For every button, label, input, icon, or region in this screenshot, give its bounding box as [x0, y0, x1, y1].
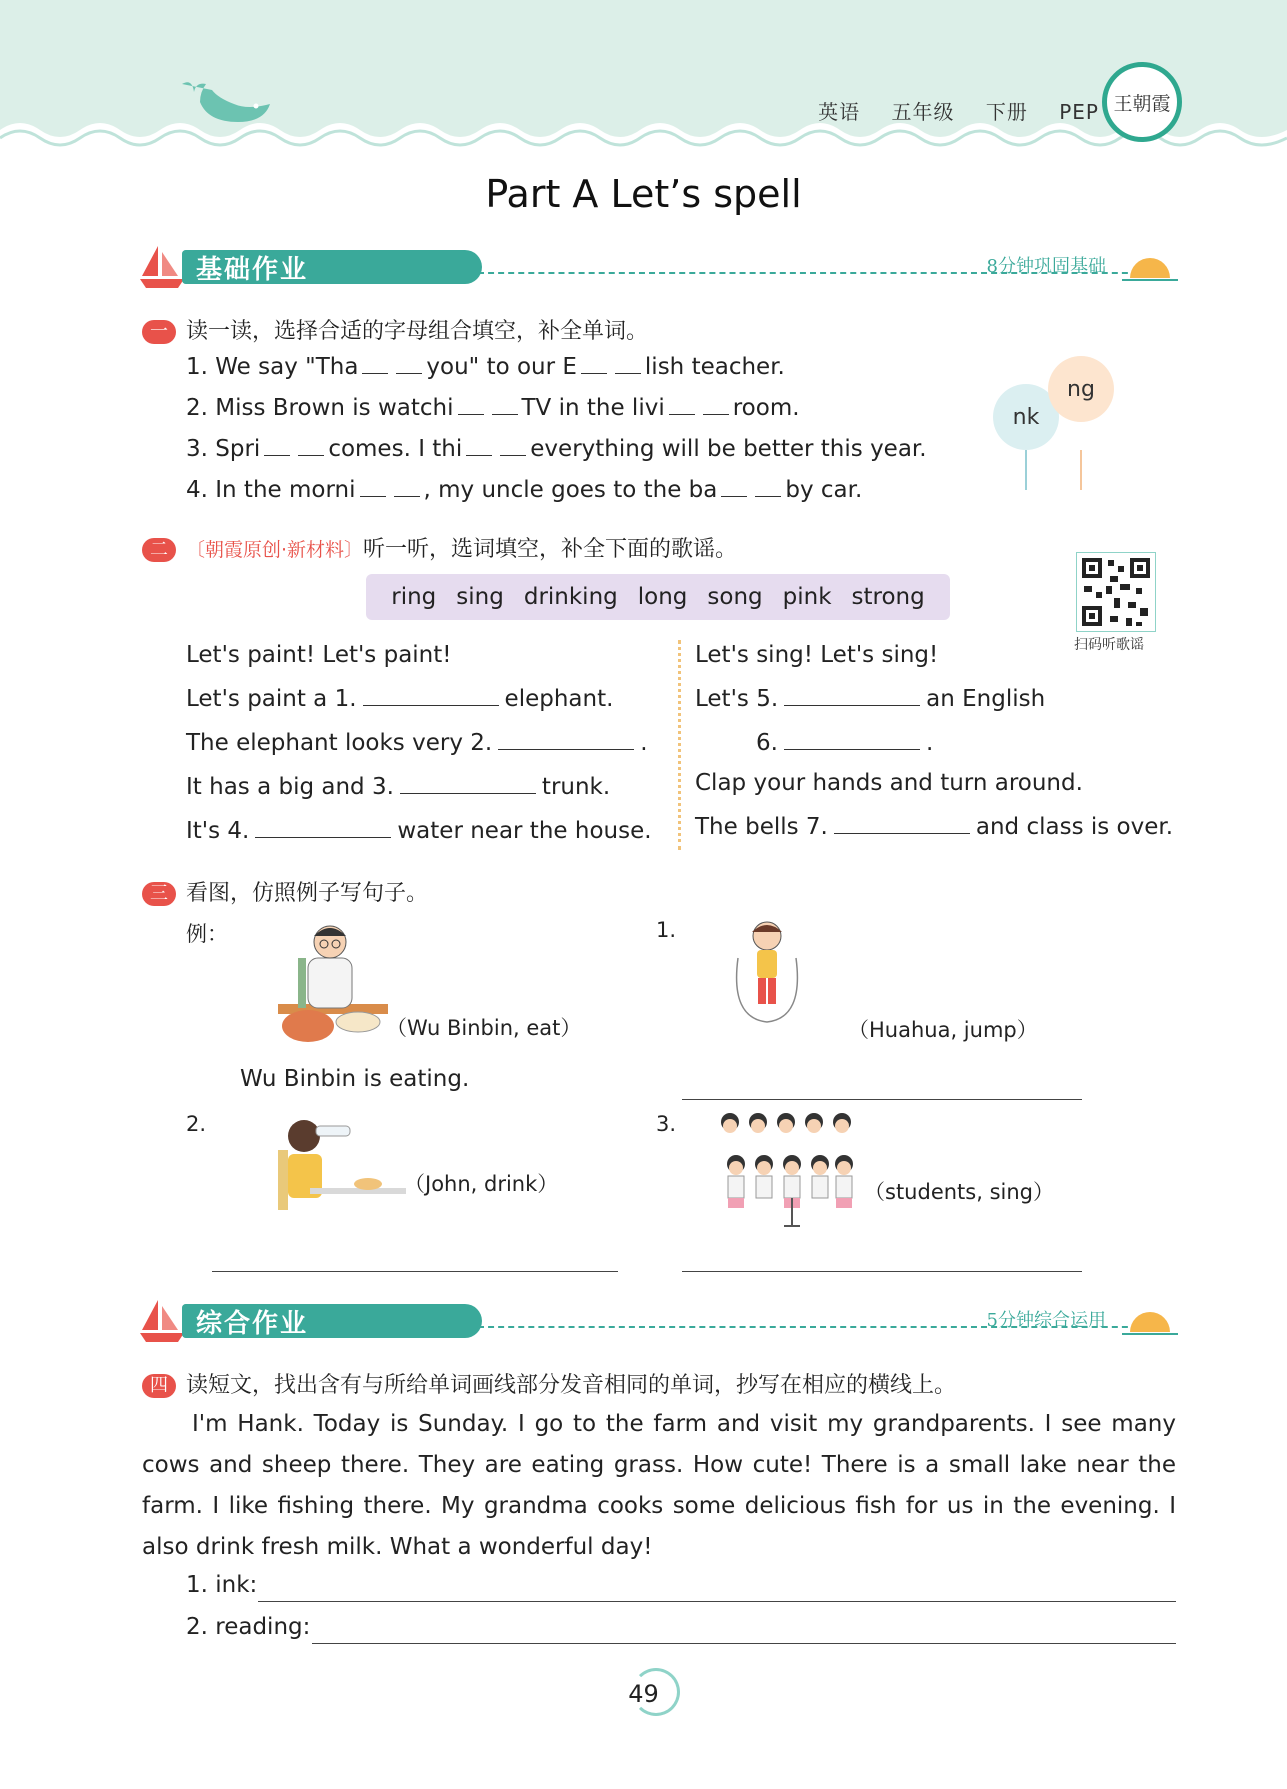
blank-number: 4.: [227, 818, 250, 844]
song-blank[interactable]: [400, 775, 536, 794]
song-divider: [678, 640, 681, 850]
answer-line-3[interactable]: [682, 1270, 1082, 1272]
song-text: Let's paint a: [186, 686, 328, 712]
item-number: 1.: [186, 354, 208, 380]
q3-item-3-number: 3.: [656, 1112, 677, 1136]
students-singing-illustration: [716, 1108, 856, 1230]
blank-number: 2.: [470, 730, 493, 756]
q1-item-1: [186, 354, 785, 380]
q1-heading: [142, 314, 648, 345]
page-title: Part A Let’s spell: [485, 172, 802, 216]
song-left-line-5: [186, 818, 652, 844]
section-basic-bar: [138, 244, 1178, 294]
song-blank[interactable]: [834, 815, 970, 834]
song-text: Let's: [695, 686, 749, 712]
qr-caption: 扫码听歌谣: [1074, 637, 1144, 653]
sailboat-icon: [138, 1298, 186, 1344]
q2-badge: 二: [142, 538, 176, 562]
q3-item-2-number: 2.: [186, 1112, 207, 1136]
fill-blank[interactable]: [492, 414, 518, 415]
fill-blank[interactable]: [396, 373, 422, 374]
item-text: you" to our E: [426, 354, 577, 380]
whale-icon: [178, 76, 274, 132]
song-text: It has a big and: [186, 774, 365, 800]
fill-blank[interactable]: [669, 414, 695, 415]
word-bank-item: strong: [851, 584, 925, 610]
girl-jumping-illustration: [730, 918, 804, 1030]
brand-logo: [1102, 62, 1182, 142]
word-bank-item: pink: [782, 584, 832, 610]
item-text: TV in the livi: [521, 395, 665, 421]
item-text: We say "Tha: [215, 354, 359, 380]
q2-heading: [142, 532, 737, 563]
q4-instruction: 读短文，找出含有与所给单词画线部分发音相同的单词，抄写在相应的横线上。: [186, 1373, 957, 1398]
item-text: room.: [732, 395, 800, 421]
blank-number: 6.: [756, 730, 778, 756]
fill-blank[interactable]: [703, 414, 729, 415]
q3-item-2-caption: （John, drink）: [404, 1172, 559, 1196]
song-blank[interactable]: [363, 687, 499, 706]
q4-item-2: [186, 1614, 310, 1640]
song-text: .: [640, 730, 648, 756]
q1-item-4: [186, 477, 862, 503]
boy-eating-illustration: [268, 918, 388, 1056]
q3-item-1-caption: （Huahua, jump）: [848, 1018, 1038, 1042]
qr-code[interactable]: [1076, 552, 1156, 632]
item-text: Spri: [215, 436, 261, 462]
q4-item-1: [186, 1572, 257, 1598]
item-text: everything will be better this year.: [530, 436, 927, 462]
q1-item-2: [186, 395, 800, 421]
blank-number: 1.: [334, 686, 357, 712]
target-word: ink:: [215, 1572, 258, 1598]
q1-badge: 一: [142, 320, 176, 344]
answer-line-reading[interactable]: [312, 1642, 1176, 1644]
section-basic-note: 8分钟巩固基础: [986, 256, 1106, 277]
item-text: In the morni: [215, 477, 356, 503]
song-right-line-4: [695, 770, 1083, 796]
blank-number: 3.: [371, 774, 394, 800]
item-number: 2.: [186, 395, 208, 421]
item-text: comes. I thi: [328, 436, 463, 462]
fill-blank[interactable]: [581, 373, 607, 374]
item-text: lish teacher.: [644, 354, 785, 380]
song-text: an English: [926, 686, 1046, 712]
fill-blank[interactable]: [721, 496, 747, 497]
q3-badge: 三: [142, 882, 176, 906]
section-basic-label: 基础作业: [182, 250, 482, 284]
song-left-line-4: [186, 774, 610, 800]
song-text: The elephant looks very: [186, 730, 463, 756]
word-bank-item: long: [637, 584, 688, 610]
song-text: elephant.: [504, 686, 614, 712]
q3-item-1-number: 1.: [656, 918, 677, 942]
fill-blank[interactable]: [298, 455, 324, 456]
song-text: It's: [186, 818, 221, 844]
item-text: Miss Brown is watchi: [215, 395, 454, 421]
song-blank[interactable]: [255, 819, 391, 838]
grade-label: 五年级: [891, 100, 955, 124]
edition-label: PEP: [1059, 100, 1099, 124]
item-number: 3.: [186, 436, 208, 462]
song-right-line-1: [695, 642, 938, 668]
song-blank[interactable]: [784, 731, 920, 750]
song-blank[interactable]: [498, 731, 634, 750]
boy-drinking-illustration: [270, 1110, 406, 1210]
fill-blank[interactable]: [466, 455, 492, 456]
song-right-line-5: [695, 814, 1173, 840]
song-text: The bells: [695, 814, 799, 840]
fill-blank[interactable]: [755, 496, 781, 497]
sun-icon: [1122, 248, 1178, 284]
q2-instruction: 听一听，选词填空，补全下面的歌谣。: [363, 537, 738, 562]
word-bank-item: ring: [391, 584, 437, 610]
q3-instruction: 看图，仿照例子写句子。: [186, 881, 429, 906]
song-text: and class is over.: [975, 814, 1174, 840]
passage-text: I'm Hank. Today is Sunday. I go to the farm and visit my grandparents. I see many cows and sheep there. They are eating grass. How cute! There is a small lake near the farm. I like fishing there. My grandma cooks some delicious fish for us in the evening. I also drink fresh milk. What a wonderful day!: [142, 1411, 1176, 1560]
answer-line-2[interactable]: [212, 1270, 618, 1272]
q1-instruction: 读一读，选择合适的字母组合填空，补全单词。: [186, 319, 649, 344]
target-word: reading:: [215, 1614, 311, 1640]
q1-item-3: [186, 436, 927, 462]
song-right-line-3: [756, 730, 933, 756]
page-number: 49: [628, 1680, 659, 1708]
item-number: 2.: [186, 1614, 208, 1640]
fill-blank[interactable]: [394, 496, 420, 497]
song-text: Let's sing! Let's sing!: [695, 642, 939, 668]
word-bank-item: song: [707, 584, 763, 610]
song-text: Clap your hands and turn around.: [695, 770, 1083, 796]
volume-label: 下册: [985, 100, 1028, 124]
section-comprehensive-note: 5分钟综合运用: [986, 1310, 1106, 1331]
blank-number: 7.: [805, 814, 828, 840]
item-number: 1.: [186, 1572, 208, 1598]
logo-text: 王朝霞: [1113, 92, 1171, 115]
item-text: by car.: [785, 477, 863, 503]
fill-blank[interactable]: [458, 414, 484, 415]
section-comprehensive-label: 综合作业: [182, 1304, 482, 1338]
balloon-nk: nk: [993, 384, 1059, 450]
sun-icon: [1122, 1302, 1178, 1338]
balloon-strings: [1020, 450, 1090, 490]
reading-passage: [142, 1404, 1176, 1568]
sailboat-icon: [138, 244, 186, 290]
subject-label: 英语: [818, 100, 861, 124]
song-text: Let's paint! Let's paint!: [186, 642, 452, 668]
blank-number: 5.: [756, 686, 779, 712]
example-caption: （Wu Binbin, eat）: [386, 1016, 582, 1040]
song-text: trunk.: [541, 774, 611, 800]
song-left-line-1: [186, 642, 452, 668]
song-blank[interactable]: [784, 687, 920, 706]
q3-item-3-caption: （students, sing）: [864, 1180, 1054, 1204]
answer-line-ink[interactable]: [258, 1600, 1176, 1602]
q4-badge: 四: [142, 1374, 176, 1398]
balloon-ng: ng: [1048, 356, 1114, 422]
header-meta: [794, 96, 1099, 125]
fill-blank[interactable]: [360, 496, 386, 497]
word-bank-item: sing: [456, 584, 504, 610]
item-text: , my uncle goes to the ba: [423, 477, 718, 503]
item-number: 4.: [186, 477, 208, 503]
song-text: .: [925, 730, 934, 756]
word-bank-item: drinking: [523, 584, 618, 610]
fill-blank[interactable]: [264, 455, 290, 456]
section-comprehensive-bar: [138, 1298, 1178, 1348]
example-label: 例：: [186, 922, 228, 946]
q2-tag: 〔朝霞原创·新材料〕: [186, 539, 364, 561]
song-left-line-2: [186, 686, 613, 712]
q4-heading: [142, 1368, 956, 1399]
fill-blank[interactable]: [615, 373, 641, 374]
song-left-line-3: [186, 730, 648, 756]
q3-heading: [142, 876, 428, 907]
song-text: water near the house.: [397, 818, 652, 844]
answer-line-1[interactable]: [682, 1098, 1082, 1100]
fill-blank[interactable]: [362, 373, 388, 374]
word-bank: [366, 574, 950, 620]
song-right-line-2: [695, 686, 1045, 712]
example-answer: Wu Binbin is eating.: [240, 1066, 470, 1092]
fill-blank[interactable]: [500, 455, 526, 456]
